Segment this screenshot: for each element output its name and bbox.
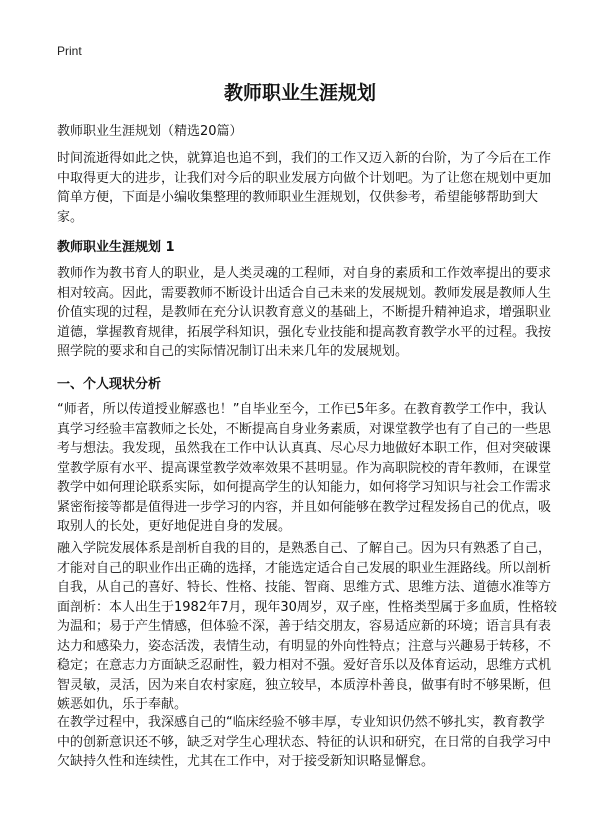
body-paragraph-3	[57, 539, 557, 715]
paragraph-text: 教师作为教书育人的职业，是人类灵魂的工程师，对自身的素质和工作效率提出的要求相对较高。因此，需要教师不断设计出适合自己未来的发展规划。教师发展是教师人生价值实现的过程，是教师在充分认识教育意义的基础上，不断提升精神追求，增强职业道德，掌握教育规律，拓展学科知识，强化专业技能和提高教育教学水平的过程。我按照学院的要求和自己的实际情况制订出未来几年的发展规划。	[57, 266, 552, 359]
intro-paragraph	[57, 149, 557, 227]
section-heading: 教师职业生涯规划 1	[57, 240, 175, 255]
body-paragraph-2	[57, 400, 557, 537]
body-paragraph-4	[57, 713, 557, 772]
paragraph-text: 在教学过程中，我深感自己的“临床经验不够丰厚，专业知识仍然不够扎实，教育教学中的创新意识还不够，缺乏对学生心理状态、特征的认识和研究，在日常的自我学习中欠缺持久性和连续性，尤其在工作中，对于接受新知识略显懈怠。	[57, 715, 552, 769]
page-title: 教师职业生涯规划	[223, 82, 376, 104]
document-subtitle: 教师职业生涯规划（精选20篇）	[57, 124, 243, 139]
paragraph-text: 融入学院发展体系是剖析自我的目的，是熟悉自己、了解自己。因为只有熟悉了自己，才能对自己的职业作出正确的选择，才能选定适合自己发展的职业生涯路线。所以剖析自我，从自己的喜好、特长、性格、技能、智商、思维方式、思维方法、道德水准等方面剖析：本人出生于1982年7月，现年30周岁，双子座，性格类型属于多血质，性格较为温和；易于产生情感，但体验不深，善于结交朋友，容易适应新的环境；语言具有表达力和感染力，姿态活泼，表情生动，有明显的外向性特点；注意与兴趣易于转移，不稳定；在意志力方面缺乏忍耐性，毅力相对不强。爱好音乐以及体育运动，思维方式机智灵敏，灵活，因为来自农村家庭，独立较早，本质淳朴善良，做事有时不够果断，但嫉恶如仇，乐于奉献。	[57, 541, 557, 712]
subsection-heading: 一、个人现状分析	[57, 377, 162, 392]
print-link[interactable]: Print	[57, 44, 82, 58]
body-paragraph-1	[57, 264, 557, 362]
intro-text: 时间流逝得如此之快，就算追也追不到，我们的工作又迈入新的台阶，为了今后在工作中取得更大的进步，让我们对今后的职业发展方向做个计划吧。为了让您在规划中更加简单方便，下面是小编收集整理的教师职业生涯规划，仅供参考，希望能够帮助到大家。	[57, 151, 552, 225]
paragraph-text: “师者，所以传道授业解惑也！”自毕业至今，工作已5年多。在教育教学工作中，我认真学习经验丰富教师之长处，不断提高自身业务素质，对课堂教学也有了自己的一些思考与想法。我发现，虽然我在工作中认认真真、尽心尽力地做好本职工作，但对突破课堂教学原有水平、提高课堂教学效率效果不甚明显。作为高职院校的青年教师，在课堂教学中如何理论联系实际，如何提高学生的认知能力，如何将学习知识与社会工作需求紧密衔接等都是值得进一步学习的内容，并且如何能够在教学过程发扬自己的优点，吸取别人的长处，更好地促进自身的发展。	[57, 402, 552, 534]
